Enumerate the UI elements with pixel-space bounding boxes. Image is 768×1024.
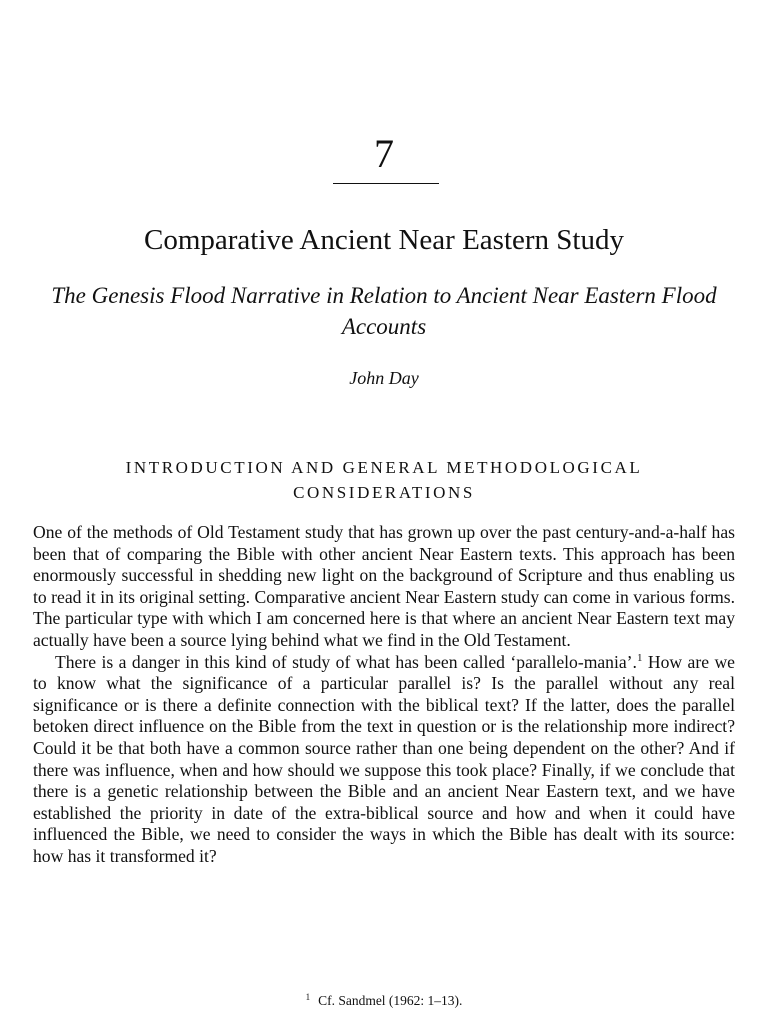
section-heading: INTRODUCTION AND GENERAL METHODOLOGICAL CONSIDERATIONS bbox=[125, 458, 643, 502]
footnote-mark: 1 bbox=[305, 992, 311, 1002]
footnote-text: Cf. Sandmel (1962: 1–13). bbox=[318, 993, 463, 1008]
footnote bbox=[0, 988, 768, 1010]
chapter-subtitle: The Genesis Flood Narrative in Relation to Ancient Near Eastern Flood Accounts bbox=[51, 283, 717, 339]
paragraph-2-text-end: How are we to know what the significance of a particular parallel is? Is the parallel without any real significance or is there a definite connection with the biblical text? If the latter, does the parallel betoken direct influence on the Bible from the text in question or is the relationship more indirect? Could it be that both have a common source rather than one being dependent on the other? And if there was influence, when and how should we suppose this took place? Finally, if we conclude that there is a genetic relationship between the Bible and an ancient Near Eastern text, and we have established the priority in date of the extra-biblical source and how and when it could have influenced the Bible, we need to consider the ways in which the Bible has dealt with its source: how has it transformed it? bbox=[33, 651, 735, 866]
paragraph-2 bbox=[33, 652, 735, 868]
chapter-number: 7 bbox=[374, 131, 394, 176]
paragraph-2-text-start: There is a danger in this kind of study of what has been called ‘parallelo-mania’. bbox=[55, 651, 637, 672]
chapter-rule bbox=[333, 183, 439, 184]
body-text bbox=[33, 522, 735, 868]
footnote-reference[interactable]: 1 bbox=[636, 651, 643, 664]
chapter-title: Comparative Ancient Near Eastern Study bbox=[144, 224, 624, 256]
paragraph-1: One of the methods of Old Testament study that has grown up over the past century-and-a-half has been that of comparing the Bible with other ancient Near Eastern texts. This approach has been enormously successful in shedding new light on the background of Scripture and thus enabling us to read it in its original setting. Comparative ancient Near Eastern study can come in various forms. The particular type with which I am concerned here is that where an ancient Near Eastern text may actually have been a source lying behind what we find in the Old Testament. bbox=[33, 522, 735, 650]
author-name: John Day bbox=[349, 368, 419, 388]
